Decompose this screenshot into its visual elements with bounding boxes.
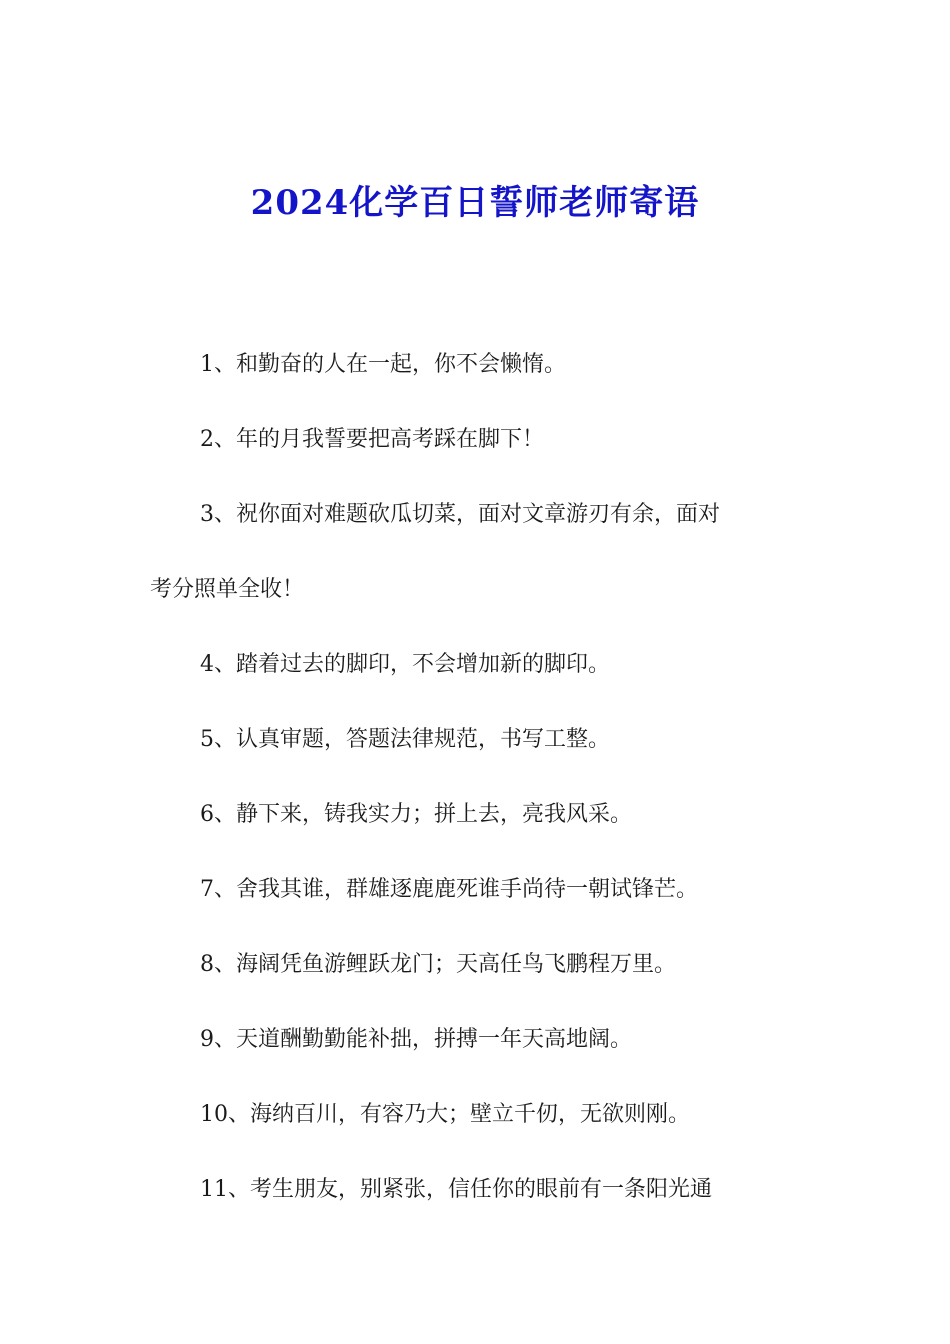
paragraph-8: 8、海阔凭鱼游鲤跃龙门；天高任鸟飞鹏程万里。 xyxy=(200,952,676,977)
paragraph-2: 2、年的月我誓要把高考踩在脚下！ xyxy=(200,427,544,452)
paragraph-10: 10、海纳百川，有容乃大；壁立千仞，无欲则刚。 xyxy=(200,1102,690,1127)
paragraph-7: 7、舍我其谁，群雄逐鹿鹿死谁手尚待一朝试锋芒。 xyxy=(200,877,698,902)
paragraph-6: 6、静下来，铸我实力；拼上去，亮我风采。 xyxy=(200,802,632,827)
paragraph-5: 5、认真审题，答题法律规范，书写工整。 xyxy=(200,727,610,752)
paragraph-1: 1、和勤奋的人在一起，你不会懒惰。 xyxy=(200,352,566,377)
paragraph-9: 9、天道酬勤勤能补拙，拼搏一年天高地阔。 xyxy=(200,1027,632,1052)
document-body xyxy=(150,327,810,1227)
paragraph-3-line-2: 考分照单全收！ xyxy=(150,577,305,602)
document-title: 2024化学百日誓师老师寄语 xyxy=(250,183,700,223)
paragraph-11: 11、考生朋友，别紧张，信任你的眼前有一条阳光通 xyxy=(200,1177,712,1202)
paragraph-3-line-1: 3、祝你面对难题砍瓜切菜，面对文章游刃有余，面对 xyxy=(200,502,720,527)
paragraph-4: 4、踏着过去的脚印，不会增加新的脚印。 xyxy=(200,652,610,677)
